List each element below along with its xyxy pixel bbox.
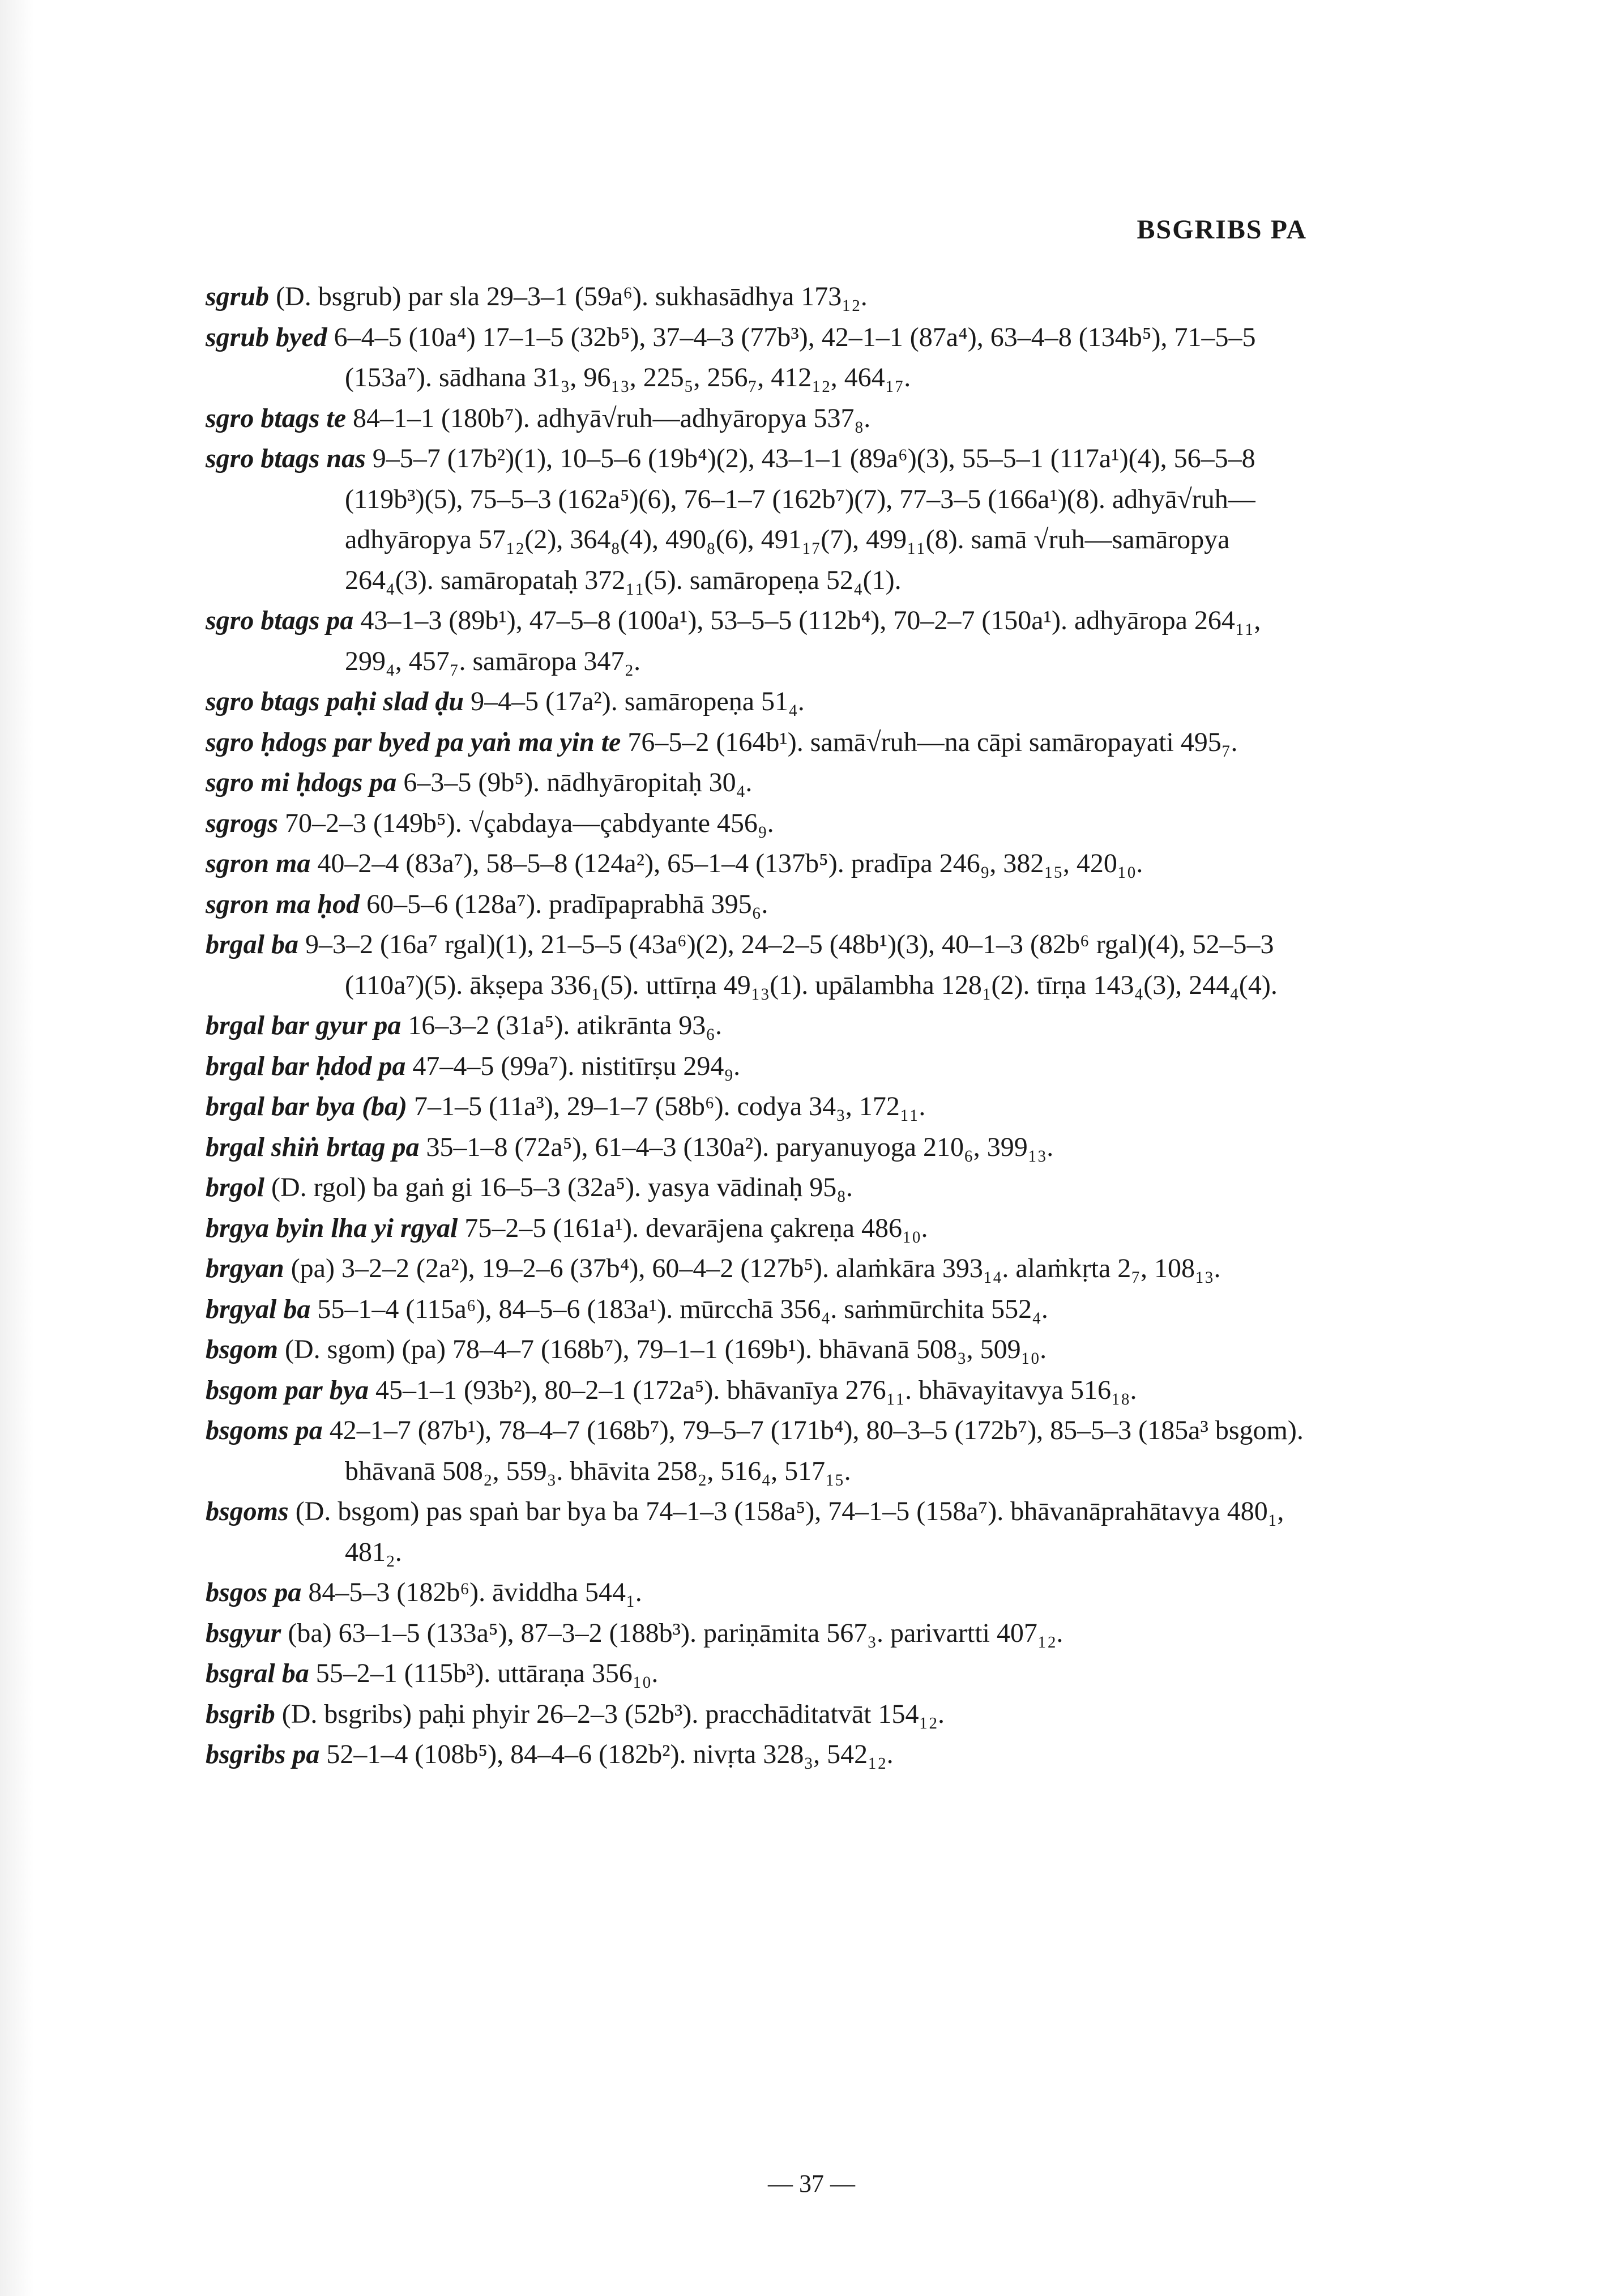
entry-definition: 9–5–7 (17b²)(1), 10–5–6 (19b⁴)(2), 43–1–1 (89a⁶)(3), 55–5–1 (117a¹)(4), 56–5–8 (119b³)(5), 75–5–3 (162a⁵)(6), 76–1–7 (162b⁷)(7), 77–3–5 (166a¹)(8). adhyā√ruh—adhyāropya 57₁₂(2), 364₈(4), 490₈(6), 491₁₇(7), 499₁₁(8). samā √ruh—samāropya 264₄(3). samāropataḥ 372₁₁(5). samāropeṇa 52₄(1). — [345, 443, 1255, 595]
scan-edge-shadow — [0, 0, 34, 2296]
entry-term: bsgoms pa — [206, 1415, 323, 1445]
entry-definition: 43–1–3 (89b¹), 47–5–8 (100a¹), 53–5–5 (112b⁴), 70–2–7 (150a¹). adhyāropa 264₁₁, 299₄, 457₇. samāropa 347₂. — [345, 605, 1261, 676]
dictionary-entry — [206, 438, 1307, 600]
entry-term: bsgrib — [206, 1698, 275, 1729]
entry-definition: 84–5–3 (182b⁶). āviddha 544₁. — [301, 1577, 642, 1607]
entry-term: bsgom — [206, 1334, 279, 1364]
dictionary-entry — [206, 1086, 1307, 1127]
dictionary-entry — [206, 681, 1307, 722]
entry-definition: 55–2–1 (115b³). uttāraṇa 356₁₀. — [309, 1658, 659, 1688]
dictionary-entry — [206, 600, 1307, 681]
entry-definition: (D. bsgribs) paḥi phyir 26–2–3 (52b³). pracchāditatvāt 154₁₂. — [275, 1698, 945, 1729]
entry-definition: 7–1–5 (11a³), 29–1–7 (58b⁶). codya 34₃, 172₁₁. — [407, 1091, 926, 1121]
page-number: — 37 — — [768, 2170, 855, 2197]
entry-term: bsgyur — [206, 1618, 281, 1648]
dictionary-entry — [206, 803, 1307, 844]
entry-definition: 42–1–7 (87b¹), 78–4–7 (168b⁷), 79–5–7 (171b⁴), 80–3–5 (172b⁷), 85–5–3 (185a³ bsgom). bhāvanā 508₂, 559₃. bhāvita 258₂, 516₄, 517₁₅. — [322, 1415, 1304, 1486]
dictionary-entry — [206, 1491, 1307, 1572]
dictionary-entry — [206, 1410, 1307, 1491]
dictionary-entry — [206, 722, 1307, 763]
dictionary-entry — [206, 1248, 1307, 1289]
dictionary-entry — [206, 398, 1307, 439]
dictionary-entry — [206, 1167, 1307, 1208]
entry-term: brgal shiṅ brtag pa — [206, 1132, 420, 1162]
entry-definition: 47–4–5 (99a⁷). nistitīrṣu 294₉. — [405, 1051, 741, 1081]
dictionary-entry — [206, 1694, 1307, 1735]
entry-definition: 75–2–5 (161a¹). devarājena çakreṇa 486₁₀. — [458, 1213, 928, 1243]
entry-term: brgal bar ḥdod pa — [206, 1051, 406, 1081]
dictionary-entries — [206, 276, 1307, 1775]
dictionary-entry — [206, 1208, 1307, 1249]
entry-term: brgya byin lha yi rgyal — [206, 1213, 458, 1243]
entry-definition: (D. bsgom) pas spaṅ bar bya ba 74–1–3 (158a⁵), 74–1–5 (158a⁷). bhāvanāprahātavya 480₁, 481₂. — [288, 1496, 1284, 1567]
dictionary-entry — [206, 276, 1307, 317]
entry-term: brgal ba — [206, 929, 299, 959]
dictionary-entry — [206, 762, 1307, 803]
entry-definition: (D. rgol) ba gaṅ gi 16–5–3 (32a⁵). yasya vādinaḥ 95₈. — [264, 1172, 853, 1202]
entry-term: bsgos pa — [206, 1577, 302, 1607]
running-header: BSGRIBS PA — [1137, 215, 1307, 245]
entry-term: sgro ḥdogs par byed pa yaṅ ma yin te — [206, 727, 621, 757]
entry-term: brgal bar gyur pa — [206, 1010, 402, 1040]
entry-term: brgyan — [206, 1253, 284, 1283]
entry-definition: 45–1–1 (93b²), 80–2–1 (172a⁵). bhāvanīya 276₁₁. bhāvayitavya 516₁₈. — [369, 1375, 1137, 1405]
dictionary-entry — [206, 1046, 1307, 1087]
entry-term: sgro btags pa — [206, 605, 354, 635]
dictionary-entry — [206, 1289, 1307, 1330]
entry-term: sgrub — [206, 281, 270, 311]
entry-term: sgro mi ḥdogs pa — [206, 767, 397, 797]
dictionary-entry — [206, 843, 1307, 884]
entry-definition: 40–2–4 (83a⁷), 58–5–8 (124a²), 65–1–4 (137b⁵). pradīpa 246₉, 382₁₅, 420₁₀. — [310, 848, 1143, 878]
dictionary-entry — [206, 1127, 1307, 1168]
entry-definition: 9–3–2 (16a⁷ rgal)(1), 21–5–5 (43a⁶)(2), 24–2–5 (48b¹)(3), 40–1–3 (82b⁶ rgal)(4), 52–5–3 (110a⁷)(5). ākṣepa 336₁(5). uttīrṇa 49₁₃(1). upālambha 128₁(2). tīrṇa 143₄(3), 244₄(4). — [298, 929, 1278, 1000]
entry-term: brgyal ba — [206, 1294, 311, 1324]
entry-term: bsgom par bya — [206, 1375, 369, 1405]
entry-definition: 84–1–1 (180b⁷). adhyā√ruh—adhyāropya 537₈. — [346, 403, 871, 433]
dictionary-entry — [206, 1370, 1307, 1411]
entry-definition: 52–1–4 (108b⁵), 84–4–6 (182b²). nivṛta 328₃, 542₁₂. — [319, 1739, 894, 1769]
entry-term: sgron ma ḥod — [206, 889, 360, 919]
entry-definition: 60–5–6 (128a⁷). pradīpaprabhā 395₆. — [360, 889, 768, 919]
dictionary-entry — [206, 1613, 1307, 1654]
entry-definition: 55–1–4 (115a⁶), 84–5–6 (183a¹). mūrcchā 356₄. saṁmūrchita 552₄. — [310, 1294, 1048, 1324]
entry-term: sgro btags nas — [206, 443, 366, 473]
entry-term: sgron ma — [206, 848, 311, 878]
entry-term: sgro btags te — [206, 403, 347, 433]
entry-definition: (ba) 63–1–5 (133a⁵), 87–3–2 (188b³). pariṇāmita 567₃. parivartti 407₁₂. — [281, 1618, 1064, 1648]
entry-term: bsgoms — [206, 1496, 289, 1526]
entry-definition: (D. bsgrub) par sla 29–3–1 (59a⁶). sukhasādhya 173₁₂. — [269, 281, 868, 311]
dictionary-entry — [206, 1734, 1307, 1775]
entry-definition: 35–1–8 (72a⁵), 61–4–3 (130a²). paryanuyoga 210₆, 399₁₃. — [419, 1132, 1054, 1162]
entry-term: sgro btags paḥi slad ḍu — [206, 686, 464, 716]
entry-definition: 6–4–5 (10a⁴) 17–1–5 (32b⁵), 37–4–3 (77b³), 42–1–1 (87a⁴), 63–4–8 (134b⁵), 71–5–5 (153a⁷). sādhana 31₃, 96₁₃, 225₅, 256₇, 412₁₂, 464₁₇. — [327, 322, 1256, 392]
entry-definition: 9–4–5 (17a²). samāropeṇa 51₄. — [464, 686, 805, 716]
dictionary-entry — [206, 1329, 1307, 1370]
dictionary-entry — [206, 884, 1307, 925]
entry-definition: 6–3–5 (9b⁵). nādhyāropitaḥ 30₄. — [396, 767, 753, 797]
entry-term: bsgribs pa — [206, 1739, 320, 1769]
entry-term: bsgral ba — [206, 1658, 309, 1688]
entry-definition: 70–2–3 (149b⁵). √çabdaya—çabdyante 456₉. — [278, 808, 774, 838]
entry-definition: 76–5–2 (164b¹). samā√ruh—na cāpi samāropayati 495₇. — [621, 727, 1238, 757]
entry-term: sgrogs — [206, 808, 279, 838]
dictionary-entry — [206, 317, 1307, 398]
dictionary-entry — [206, 924, 1307, 1005]
entry-definition: (D. sgom) (pa) 78–4–7 (168b⁷), 79–1–1 (169b¹). bhāvanā 508₃, 509₁₀. — [278, 1334, 1047, 1364]
entry-term: sgrub byed — [206, 322, 327, 352]
entry-definition: 16–3–2 (31a⁵). atikrānta 93₆. — [401, 1010, 723, 1040]
entry-term: brgol — [206, 1172, 265, 1202]
dictionary-entry — [206, 1005, 1307, 1046]
entry-definition: (pa) 3–2–2 (2a²), 19–2–6 (37b⁴), 60–4–2 (127b⁵). alaṁkāra 393₁₄. alaṁkṛta 2₇, 108₁₃. — [284, 1253, 1221, 1283]
entry-term: brgal bar bya (ba) — [206, 1091, 407, 1121]
dictionary-entry — [206, 1653, 1307, 1694]
dictionary-entry — [206, 1572, 1307, 1613]
